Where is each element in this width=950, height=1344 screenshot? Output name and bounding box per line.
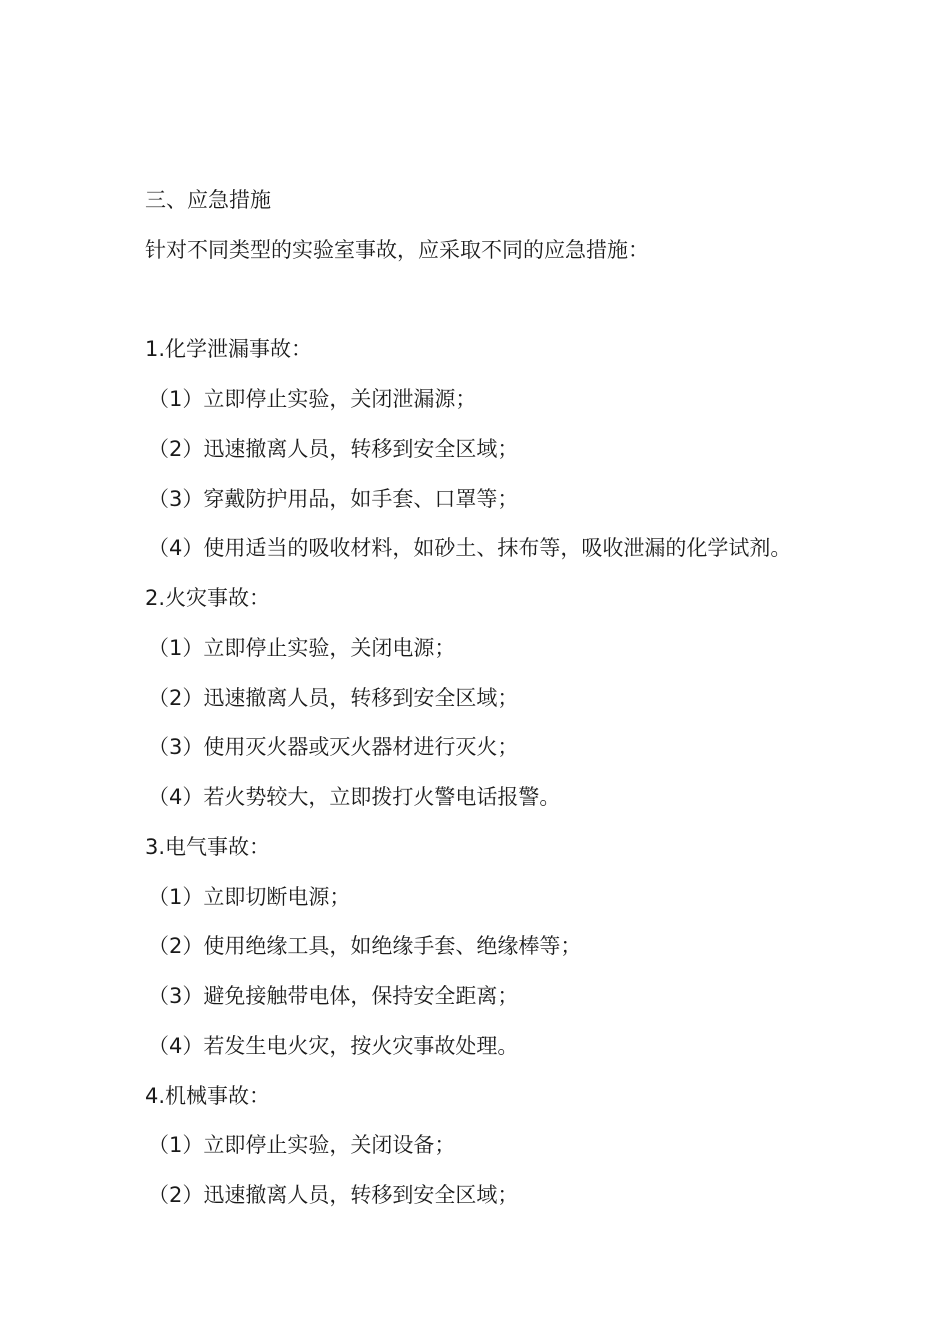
list-item: （1）立即停止实验，关闭电源； bbox=[148, 635, 456, 660]
list-item: （1）立即切断电源； bbox=[148, 884, 351, 909]
category-heading: 3.电气事故： bbox=[145, 834, 271, 859]
list-item: （1）立即停止实验，关闭设备； bbox=[148, 1133, 456, 1158]
category-electrical bbox=[145, 829, 935, 1078]
list-item: （3）使用灭火器或灭火器材进行灭火； bbox=[148, 735, 519, 760]
category-heading: 1.化学泄漏事故： bbox=[145, 337, 313, 362]
section-title: 三、应急措施 bbox=[145, 188, 271, 212]
document-body bbox=[145, 182, 935, 1227]
list-item: （4）若发生电火灾，按火灾事故处理。 bbox=[148, 1033, 519, 1058]
list-item: （2）迅速撤离人员，转移到安全区域； bbox=[148, 436, 519, 461]
category-mechanical bbox=[145, 1078, 935, 1227]
category-chemical-leak bbox=[145, 331, 935, 580]
list-item: （2）迅速撤离人员，转移到安全区域； bbox=[148, 1183, 519, 1207]
list-item: （2）迅速撤离人员，转移到安全区域； bbox=[148, 685, 519, 710]
category-heading: 4.机械事故： bbox=[145, 1083, 271, 1108]
category-heading: 2.火灾事故： bbox=[145, 586, 271, 610]
blank-line bbox=[145, 282, 935, 332]
intro-paragraph: 针对不同类型的实验室事故，应采取不同的应急措施： bbox=[145, 237, 649, 262]
list-item: （1）立即停止实验，关闭泄漏源； bbox=[148, 387, 477, 411]
list-item: （3）避免接触带电体，保持安全距离； bbox=[148, 984, 519, 1008]
list-item: （4）使用适当的吸收材料，如砂土、抹布等，吸收泄漏的化学试剂。 bbox=[148, 536, 792, 561]
list-item: （2）使用绝缘工具，如绝缘手套、绝缘棒等； bbox=[148, 934, 582, 959]
list-item: （4）若火势较大，立即拨打火警电话报警。 bbox=[148, 785, 561, 809]
category-fire bbox=[145, 580, 935, 829]
list-item: （3）穿戴防护用品，如手套、口罩等； bbox=[148, 486, 519, 511]
